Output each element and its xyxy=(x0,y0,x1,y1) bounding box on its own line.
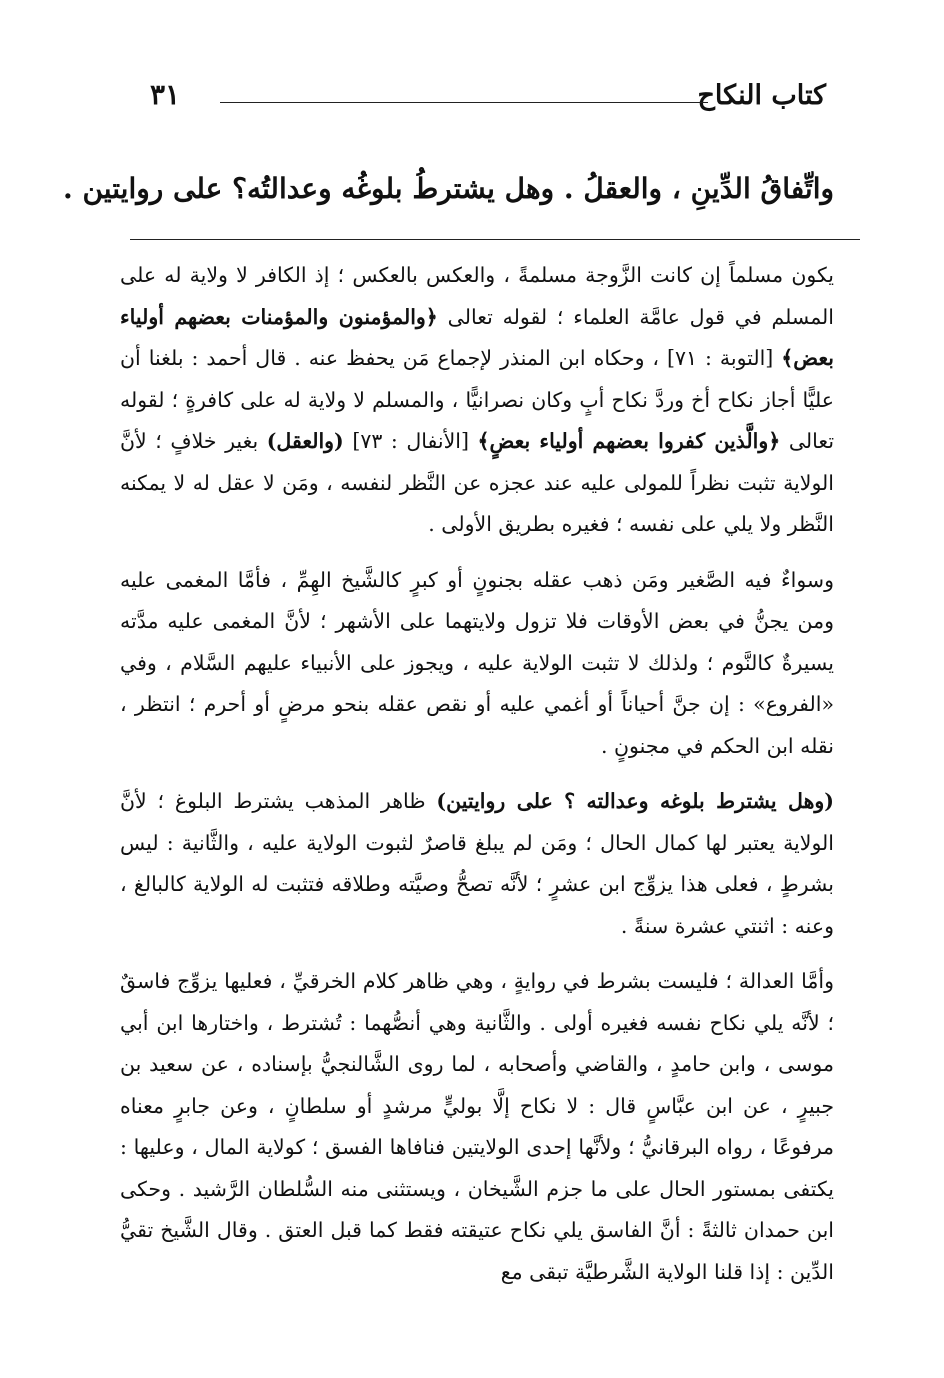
verse-reference: [الأنفال : ٧٣] xyxy=(343,429,478,453)
paragraph-1 xyxy=(120,255,834,546)
paragraph-text: [التوبة : ٧١] ، وحكاه ابن المنذر لإجماع مَن يحفظ عنه . قال أحمد : بلغنا أن عليًّا أجاز نكاح أخ وردَّ نكاح أبٍ وكان نصرانيًّا ، والمسلم لا ولاية له على كافرةٍ ؛ لقوله تعالى xyxy=(120,346,835,453)
paragraph-text: بغير خلافٍ ؛ لأنَّ الولاية تثبت نظراً للمولى عليه عند عجزه عن النَّظر لنفسه ، ومَن لا عقل له لا يمكنه النَّظر ولا يلي على نفسه ؛ فغيره بطريق الأولى . xyxy=(120,429,834,536)
paragraph-text: ظاهر المذهب يشترط البلوغ ؛ لأنَّ الولاية يعتبر لها كمال الحال ؛ ومَن لم يبلغ قاصرٌ لثبوت الولاية عليه ، والثَّانية : ليس بشرطٍ ، فعلى هذا يزوِّج ابن عشرٍ ؛ لأنَّه تصحُّ وصيَّته وطلاقه فتثبت له الولاية كالبالغ ، وعنه : اثنتي عشرة سنةً . xyxy=(120,789,834,938)
commentary-body xyxy=(120,255,834,1307)
paragraph-3 xyxy=(120,781,834,947)
quran-verse: ﴿والَّذين كفروا بعضهم أولياء بعضٍ﴾ xyxy=(477,429,781,453)
page-number: ٣١ xyxy=(150,78,181,111)
matn-divider xyxy=(130,239,860,240)
paragraph-text: وسواءٌ فيه الصَّغير ومَن ذهب عقله بجنونٍ أو كبرٍ كالشَّيخ الهِمِّ ، فأمَّا المغمى عليه ومن يجنُّ في بعض الأوقات فلا تزول ولايتهما على الأشهر ؛ لأنَّ المغمى عليه مدَّته يسيرةٌ كالنَّوم ؛ ولذلك لا تثبت الولاية عليه ، ويجوز على الأنبياء عليهم السَّلام ، وفي «الفروع» : إن جنَّ أحياناً أو أغمي عليه أو نقص عقله بنحو مرضٍ أو أحرم ؛ انتظر ، نقله ابن الحكم في مجنونٍ . xyxy=(120,567,834,758)
header-rule xyxy=(220,102,708,103)
running-header xyxy=(150,78,826,118)
paragraph-text: يكون مسلماً إن كانت الزَّوجة مسلمةً ، والعكس بالعكس ؛ إذ الكافر لا ولاية له على المسلم في قول عامَّة العلماء ؛ لقوله تعالى xyxy=(120,263,834,329)
chapter-title: كتاب النكاح xyxy=(697,80,826,111)
quran-verse: ﴿والمؤمنون والمؤمنات بعضهم أولياء بعض﴾ xyxy=(120,304,834,370)
paragraph-4 xyxy=(120,961,834,1293)
paragraph-2 xyxy=(120,560,834,768)
matn-quote: (والعقل) xyxy=(266,429,344,453)
paragraph-text: وأمَّا العدالة ؛ فليست بشرط في روايةٍ ، وهي ظاهر كلام الخرقيِّ ، فعليها يزوِّج فاسقٌ ؛ لأنَّه يلي نكاح نفسه فغيره أولى . والثَّانية وهي أنصُّهما : تُشترط ، واختارها ابن أبي موسى ، وابن حامدٍ ، والقاضي وأصحابه ، لما روى الشَّالنجيُّ بإسناده ، عن سعيد بن جبيرٍ ، عن ابن عبَّاسٍ قال : لا نكاح إلَّا بوليٍّ مرشدٍ أو سلطانٍ ، وعن جابرٍ معناه مرفوعًا ، رواه البرقانيُّ ؛ ولأنَّها إحدى الولايتين فنافاها الفسق ؛ كولاية المال ، وعليها : يكتفى بمستور الحال على ما جزم الشَّيخان ، ويستثنى منه السُّلطان الرَّشيد . وحكى ابن حمدان ثالثةً : أنَّ الفاسق يلي نكاح عتيقته فقط كما قبل العتق . وقال الشَّيخ تقيُّ الدِّين : إذا قلنا الولاية الشَّرطيَّة تبقى مع xyxy=(120,969,834,1284)
matn-quote: (وهل يشترط بلوغه وعدالته ؟ على روايتين) xyxy=(436,789,834,813)
matn-heading: واتِّفاقُ الدِّينِ ، والعقلُ . وهل يشترطُ بلوغُه وعدالتُه؟ على روايتين . xyxy=(62,172,834,205)
